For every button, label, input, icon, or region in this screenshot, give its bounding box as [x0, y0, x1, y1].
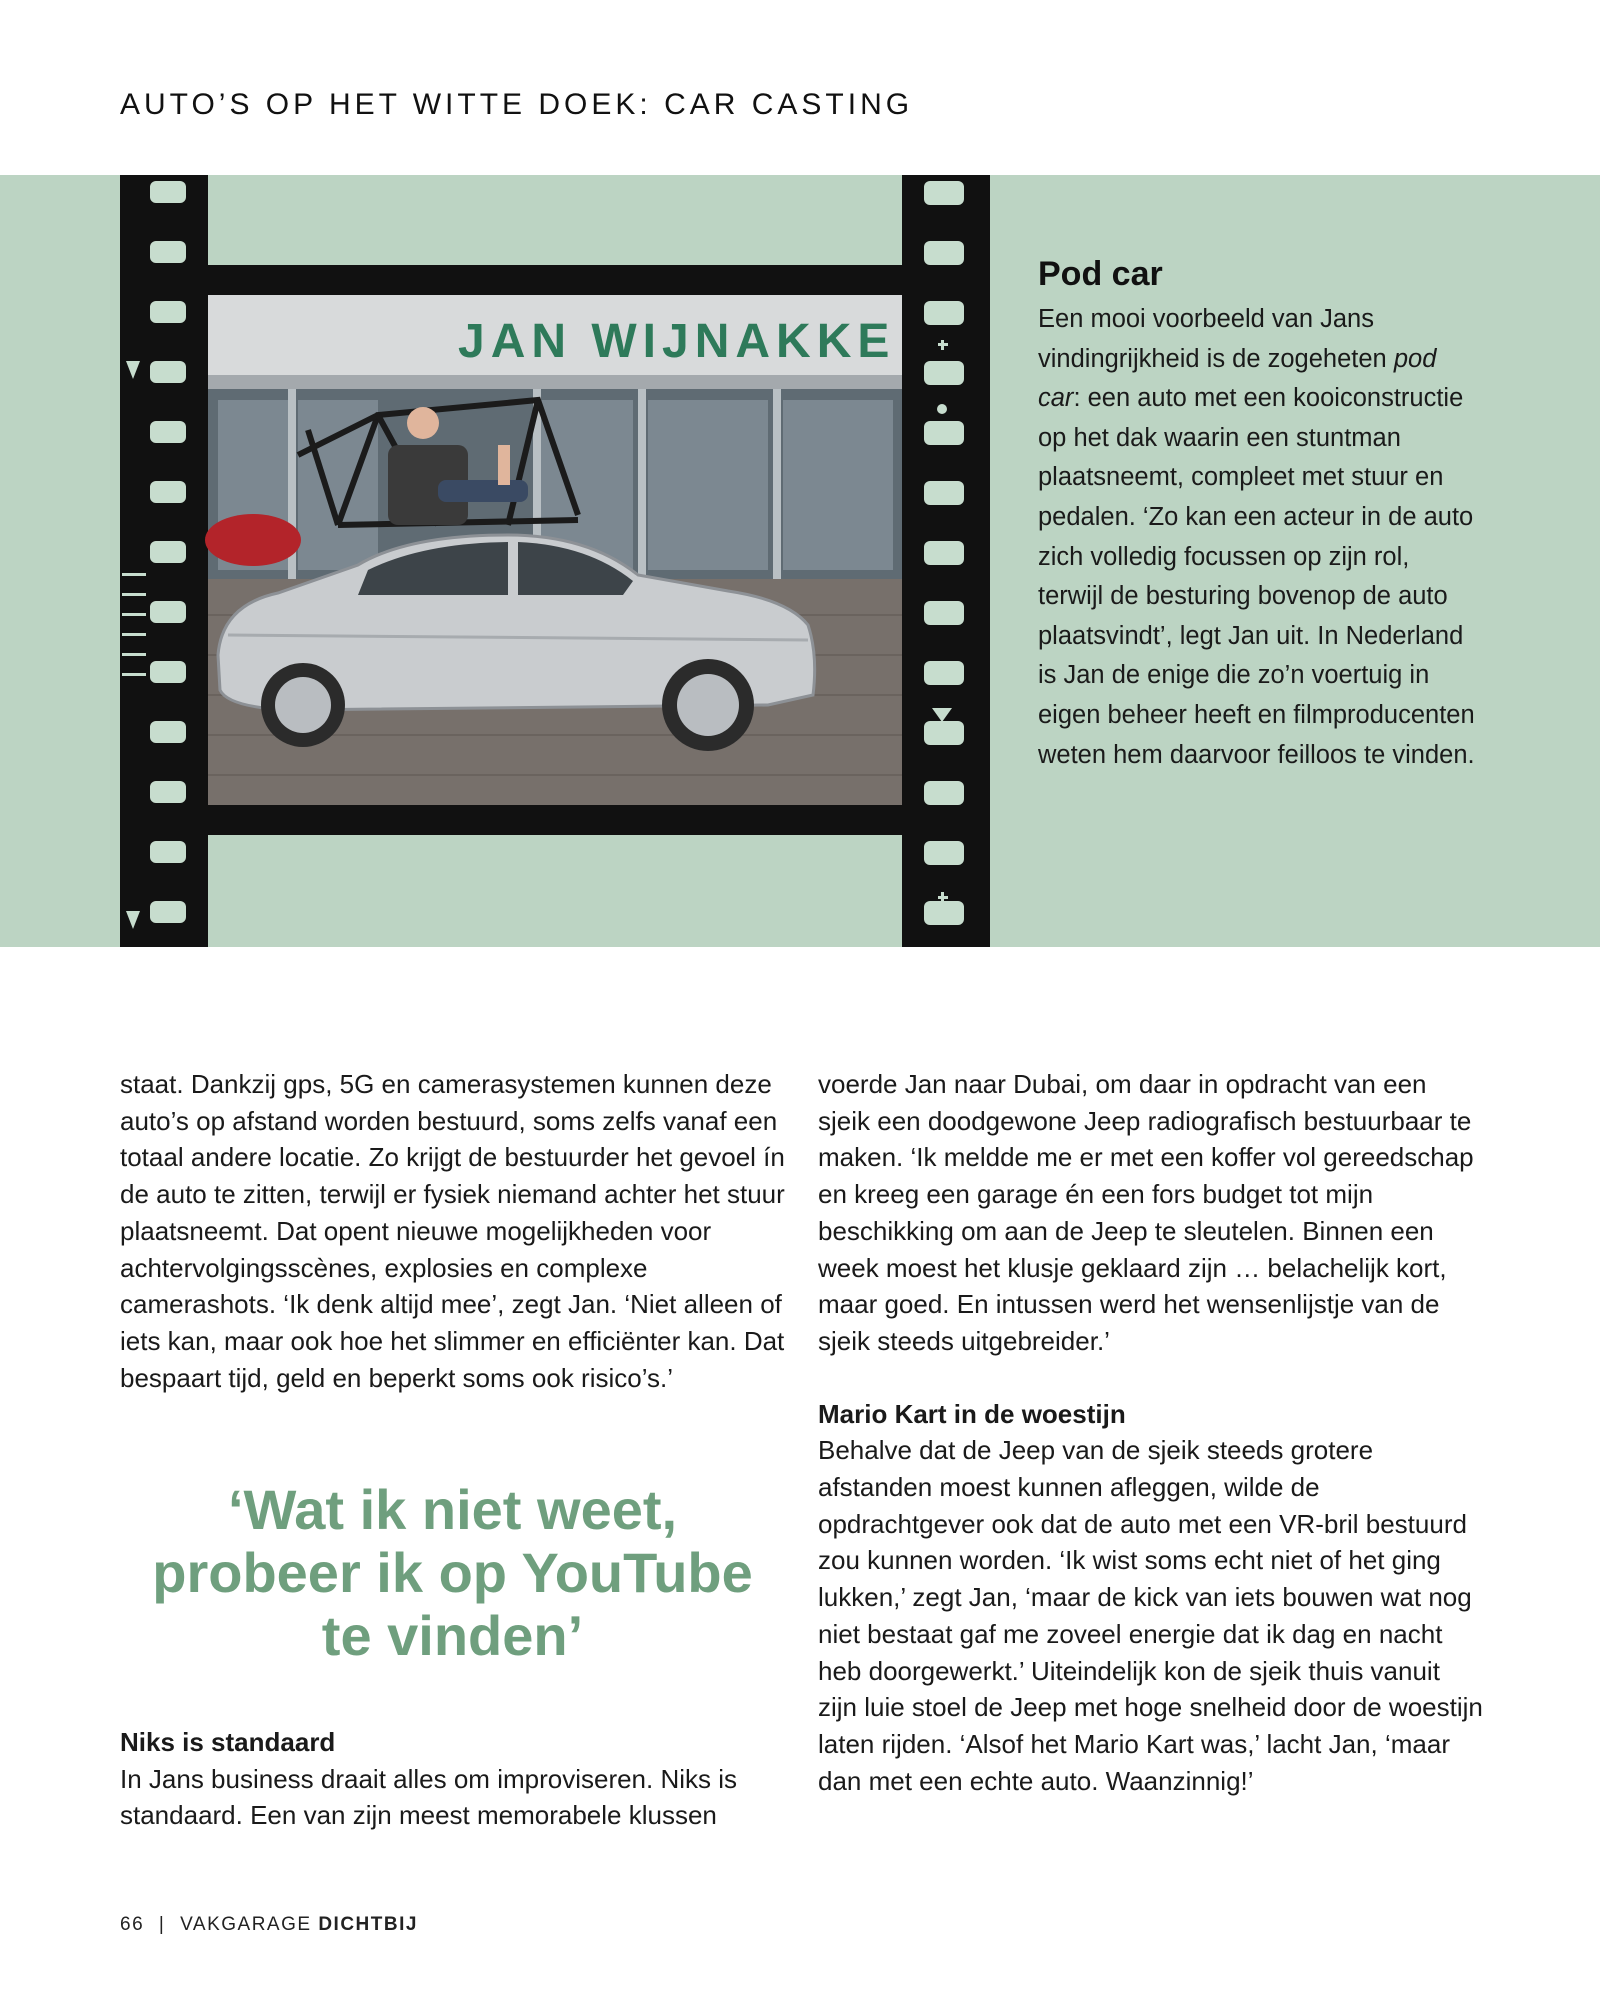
section-title: AUTO’S OP HET WITTE DOEK: CAR CASTING: [120, 88, 914, 121]
article-column-left-bottom: [120, 1724, 785, 1834]
sidebar-body: [1038, 300, 1478, 775]
film-top-bar: [208, 265, 902, 295]
sidebar-body-suffix: : een auto met een kooiconstructie op het dak waarin een stuntman plaatsneemt, compleet met stuur en pedalen. ‘Zo kan een acteur in de auto zich volledig focussen op zijn rol, terwijl de besturing bovenop de auto plaatsvindt’, legt Jan uit. In Nederland is Jan de enige die zo’n voertuig in eigen beheer heeft en filmproducenten weten hem daarvoor feilloos te vinden.: [1038, 384, 1475, 769]
article-column-left: [120, 1066, 785, 1396]
left-paragraph: staat. Dankzij gps, 5G en camerasystemen kunnen deze auto’s op afstand worden bestuurd, soms zelfs vanaf een totaal andere locatie. Zo krijgt de bestuurder het gevoel ín de auto te zitten, terwijl er fysiek niemand achter het stuur plaatsneemt. Dat opent nieuwe mogelijkheden voor achtervolgingsscènes, explosies en complexe camerashots. ‘Ik denk altijd mee’, zegt Jan. ‘Niet alleen of iets kan, maar ook hoe het slimmer en efficiënter kan. Dat bespaart tijd, geld en beperkt soms ook risico’s.’: [120, 1069, 785, 1393]
film-bottom-bar: [208, 805, 902, 835]
car-photo: [205, 295, 902, 805]
sidebar-podcar: [1038, 255, 1478, 775]
right-paragraph-2: Behalve dat de Jeep van de sjeik steeds grotere afstanden moest kunnen afleggen, wilde de opdrachtgever ook dat de auto met een VR-bril bestuurd zou kunnen worden. ‘Ik wist soms echt niet of het ging lukken,’ zegt Jan, ‘maar de kick van iets bouwen wat nog niet bestaat gaf me zoveel energie dat ik dag en nacht heb doorgewerkt.’ Uiteindelijk kon de sjeik thuis vanuit zijn luie stoel de Jeep met hoge snelheid door de woestijn laten rijden. ‘Alsof het Mario Kart was,’ lacht Jan, ‘maar dan met een echte auto. Waanzinnig!’: [818, 1435, 1483, 1796]
filmstrip-photo: [120, 175, 990, 947]
page-footer: [120, 1914, 418, 1936]
page-number: 66: [120, 1914, 145, 1935]
magazine-name-bold: DICHTBIJ: [318, 1914, 418, 1935]
article-column-right: [818, 1066, 1483, 1799]
building-sign-text: JAN WIJNAKKE: [458, 315, 896, 368]
subhead-mario-kart: Mario Kart in de woestijn: [818, 1398, 1126, 1429]
footer-separator: |: [158, 1914, 166, 1935]
sidebar-body-italic: pod car: [1038, 344, 1437, 413]
magazine-name: VAKGARAGE: [180, 1914, 312, 1935]
sidebar-heading: Pod car: [1038, 255, 1163, 293]
sidebar-body-prefix: Een mooi voorbeeld van Jans vindingrijkheid is de zogeheten: [1038, 305, 1394, 373]
right-paragraph-1: voerde Jan naar Dubai, om daar in opdracht van een sjeik een doodgewone Jeep radiografisch bestuurbaar te maken. ‘Ik meldde me er met een koffer vol gereedschap en kreeg een garage én een fors budget tot mijn beschikking om aan de Jeep te sleutelen. Binnen een week moest het klusje geklaard zijn … belachelijk kort, maar goed. En intussen werd het wensenlijstje van de sjeik steeds uitgebreider.’: [818, 1069, 1474, 1356]
left-paragraph-2: In Jans business draait alles om improviseren. Niks is standaard. Een van zijn meest memorabele klussen: [120, 1763, 738, 1831]
pull-quote: ‘Wat ik niet weet, probeer ik op YouTube te vinden’: [152, 1478, 753, 1667]
subhead-niks-is-standaard: Niks is standaard: [120, 1727, 336, 1757]
